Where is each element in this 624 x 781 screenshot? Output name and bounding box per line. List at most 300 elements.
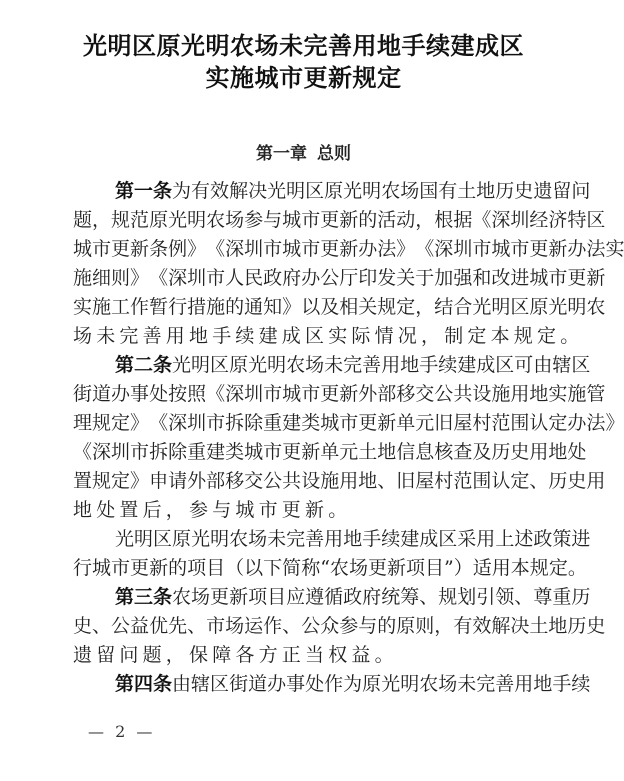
text-char: 农: [329, 557, 349, 579]
text-char: 众: [320, 615, 340, 637]
text-char: 改: [491, 267, 511, 289]
text-char: 进: [510, 267, 530, 289]
text-char: 解: [229, 180, 249, 202]
text-char: 用: [510, 383, 530, 405]
text-char: 公: [263, 470, 283, 492]
text-char: 根: [434, 209, 454, 231]
text-char: 光: [168, 209, 188, 231]
text-char: 场: [400, 180, 420, 202]
text-char: 按: [168, 383, 188, 405]
text-char: 场: [225, 209, 245, 231]
text-char: 单: [396, 412, 416, 434]
text-char: 深: [168, 412, 188, 434]
text-char: 活: [377, 209, 397, 231]
text-char: 新: [339, 383, 359, 405]
text-char: 》: [396, 238, 416, 260]
text-char: 认: [529, 412, 549, 434]
text-char: 工: [111, 296, 131, 318]
text-char: 区: [210, 673, 230, 695]
text-char: 新: [229, 586, 249, 608]
text-char: 政: [343, 586, 363, 608]
text-char: 农: [419, 673, 439, 695]
text-char: 地: [548, 441, 568, 463]
text-char: 用: [514, 673, 534, 695]
text-char: 有: [438, 180, 458, 202]
text-char: 部: [377, 383, 397, 405]
text-char: 场: [191, 586, 211, 608]
text-char: 用: [339, 470, 359, 492]
text-char: 行: [73, 557, 93, 579]
text-char: 部: [206, 470, 226, 492]
text-char: 规: [92, 470, 112, 492]
text-char: 及: [472, 441, 492, 463]
text-char: 照: [187, 383, 207, 405]
text-char: 元: [415, 412, 435, 434]
text-char: 合: [453, 296, 473, 318]
text-char: 深: [225, 383, 245, 405]
text-char: 除: [244, 412, 264, 434]
text-char: 农: [172, 586, 192, 608]
text-char: 以: [244, 557, 264, 579]
text-char: 作: [324, 673, 344, 695]
article-label: 第三条: [115, 586, 173, 608]
text-char: 运: [244, 615, 264, 637]
text-char: 市: [301, 383, 321, 405]
text-line: [73, 641, 547, 670]
text-line: [73, 235, 624, 264]
text-char: 史: [514, 180, 534, 202]
text-char: 府: [282, 267, 302, 289]
text-char: 定: [548, 412, 568, 434]
text-char: 行: [168, 296, 188, 318]
text-char: 参: [244, 209, 264, 231]
text-char: 新: [586, 267, 606, 289]
text-char: 施: [491, 383, 511, 405]
text-char: 拆: [149, 441, 169, 463]
text-char: 手: [362, 528, 382, 550]
text-char: 屋: [415, 470, 435, 492]
text-char: 新: [548, 238, 568, 260]
text-char: 更: [282, 441, 302, 463]
text-char: 历: [548, 470, 568, 492]
text-char: 城: [92, 557, 112, 579]
text-char: 实: [73, 296, 93, 318]
text-char: 历: [495, 180, 515, 202]
text-char: “: [320, 557, 330, 579]
text-char: 国: [419, 180, 439, 202]
text-char: 效: [472, 615, 492, 637]
text-char: 续: [381, 528, 401, 550]
text-char: 参: [339, 615, 359, 637]
text-char: 光: [115, 528, 135, 550]
text-char: 原: [172, 528, 192, 550]
text-char: 更: [320, 209, 340, 231]
text-char: 规: [529, 557, 549, 579]
text-line: [73, 525, 591, 554]
text-char: 原: [362, 673, 382, 695]
text-char: 及: [320, 296, 340, 318]
text-char: 街: [73, 383, 93, 405]
text-char: 目: [425, 557, 445, 579]
text-char: 善: [305, 528, 325, 550]
text-char: 用: [381, 354, 401, 376]
text-char: 史: [510, 441, 530, 463]
text-char: 项: [187, 557, 207, 579]
line-text: 遗留问题，保障各方正当权益。: [73, 644, 398, 666]
text-char: 市: [548, 267, 568, 289]
text-char: 为: [343, 673, 363, 695]
text-char: 明: [362, 180, 382, 202]
text-char: 市: [263, 441, 283, 463]
text-char: 光: [343, 180, 363, 202]
text-char: 地: [529, 383, 549, 405]
text-char: 法: [586, 238, 606, 260]
text-char: 法: [377, 238, 397, 260]
text-char: 明: [286, 180, 306, 202]
text-char: 光: [548, 296, 568, 318]
text-char: 政: [533, 528, 553, 550]
document-body: [73, 177, 624, 699]
text-char: 处: [567, 441, 587, 463]
text-char: ，: [415, 209, 435, 231]
text-char: 益: [130, 615, 150, 637]
text-char: 述: [514, 528, 534, 550]
text-char: 市: [339, 412, 359, 434]
text-char: 史: [567, 470, 587, 492]
text-char: 圳: [244, 238, 264, 260]
text-char: 用: [529, 441, 549, 463]
text-char: 与: [263, 209, 283, 231]
text-char: 农: [206, 209, 226, 231]
text-char: 条: [149, 238, 169, 260]
text-char: 外: [358, 383, 378, 405]
text-char: 政: [263, 267, 283, 289]
text-char: 地: [533, 673, 553, 695]
text-char: 市: [472, 238, 492, 260]
text-char: 城: [73, 238, 93, 260]
text-char: 规: [111, 209, 131, 231]
text-char: ）: [453, 557, 473, 579]
text-char: 结: [434, 296, 454, 318]
document-title-line-2: 实施城市更新规定: [205, 63, 402, 92]
text-char: 公: [320, 267, 340, 289]
text-char: 规: [377, 296, 397, 318]
text-char: 明: [134, 528, 154, 550]
text-char: 事: [286, 673, 306, 695]
text-char: 简: [282, 557, 302, 579]
text-char: 完: [476, 673, 496, 695]
text-char: 的: [358, 209, 378, 231]
text-char: 圳: [187, 412, 207, 434]
line-text: 地处置后，参与城市更新。: [73, 499, 352, 521]
article-label: 第一条: [115, 180, 173, 202]
text-char: 的: [168, 557, 188, 579]
text-char: 更: [130, 557, 150, 579]
text-char: 更: [358, 412, 378, 434]
text-char: 目: [267, 586, 287, 608]
text-char: 地: [358, 470, 378, 492]
text-char: 完: [286, 528, 306, 550]
text-char: 地: [343, 528, 363, 550]
text-char: 场: [348, 557, 368, 579]
text-char: 》: [130, 412, 150, 434]
chapter-heading: 第一章 总则: [256, 144, 351, 164]
text-char: 。: [567, 557, 587, 579]
text-char: 核: [434, 441, 454, 463]
text-char: 交: [415, 383, 435, 405]
text-char: 圳: [453, 238, 473, 260]
text-char: 优: [149, 615, 169, 637]
text-char: 《: [415, 238, 435, 260]
text-char: 施: [73, 267, 93, 289]
text-char: 区: [510, 296, 530, 318]
text-char: 土: [457, 180, 477, 202]
text-char: 更: [210, 586, 230, 608]
text-char: 效: [210, 180, 230, 202]
text-char: 市: [130, 441, 150, 463]
text-char: 施: [92, 296, 112, 318]
text-char: 原: [149, 209, 169, 231]
text-char: 处: [305, 673, 325, 695]
text-char: 规: [92, 412, 112, 434]
text-char: 循: [324, 586, 344, 608]
text-char: 市: [206, 615, 226, 637]
text-char: 新: [301, 441, 321, 463]
text-char: 旧: [396, 470, 416, 492]
text-char: 为: [172, 180, 192, 202]
text-char: 设: [472, 383, 492, 405]
text-char: 》: [605, 412, 624, 434]
text-line: [73, 351, 591, 380]
text-char: 《: [149, 412, 169, 434]
text-char: 区: [571, 354, 591, 376]
text-char: ”: [444, 557, 454, 579]
text-line: [73, 264, 606, 293]
text-char: 土: [529, 615, 549, 637]
text-char: 明: [400, 673, 420, 695]
text-char: 发: [377, 267, 397, 289]
text-char: 《: [472, 209, 492, 231]
text-line: [73, 380, 606, 409]
text-char: 办: [267, 673, 287, 695]
text-char: 理: [73, 412, 93, 434]
text-char: 区: [210, 354, 230, 376]
text-char: 《: [149, 267, 169, 289]
text-line: [73, 438, 587, 467]
text-char: 土: [358, 441, 378, 463]
text-char: 策: [552, 528, 572, 550]
text-char: 关: [358, 296, 378, 318]
text-char: 围: [472, 470, 492, 492]
text-char: 市: [206, 267, 226, 289]
text-char: 更: [567, 267, 587, 289]
text-char: 项: [405, 557, 425, 579]
text-char: 道: [92, 383, 112, 405]
text-char: 强: [453, 267, 473, 289]
text-char: 场: [305, 354, 325, 376]
text-char: 定: [111, 412, 131, 434]
text-char: 规: [438, 586, 458, 608]
text-char: 交: [244, 470, 264, 492]
text-char: 场: [248, 528, 268, 550]
document-title: [0, 30, 607, 94]
text-char: 深: [225, 238, 245, 260]
text-char: 处: [149, 383, 169, 405]
text-char: 移: [396, 383, 416, 405]
text-char: 地: [400, 354, 420, 376]
text-char: 留: [552, 180, 572, 202]
text-char: 由: [533, 354, 553, 376]
text-char: 本: [510, 557, 530, 579]
text-char: 知: [263, 296, 283, 318]
text-char: 历: [571, 586, 591, 608]
text-char: 农: [381, 180, 401, 202]
article-label: 第四条: [115, 673, 173, 695]
text-char: 定: [396, 296, 416, 318]
text-char: 关: [396, 267, 416, 289]
text-char: 、: [282, 615, 302, 637]
text-char: 城: [491, 238, 511, 260]
text-char: 类: [225, 441, 245, 463]
text-char: 定: [510, 470, 530, 492]
text-char: 光: [267, 180, 287, 202]
text-char: 光: [381, 673, 401, 695]
text-char: 新: [386, 557, 406, 579]
text-char: 共: [282, 470, 302, 492]
text-line: [73, 177, 591, 206]
text-char: 农: [286, 354, 306, 376]
text-char: 建: [282, 412, 302, 434]
text-char: 、: [92, 615, 112, 637]
text-char: 更: [111, 238, 131, 260]
text-char: 》: [130, 470, 150, 492]
text-char: 历: [567, 615, 587, 637]
text-char: ，: [434, 615, 454, 637]
text-char: 光: [172, 354, 192, 376]
text-char: 市: [92, 238, 112, 260]
text-char: 街: [229, 673, 249, 695]
text-char: 用: [324, 528, 344, 550]
text-char: 法: [586, 412, 606, 434]
text-line: [73, 583, 591, 612]
text-char: 以: [301, 296, 321, 318]
text-char: 地: [548, 615, 568, 637]
text-char: 未: [457, 673, 477, 695]
text-char: 范: [491, 412, 511, 434]
text-char: 济: [548, 209, 568, 231]
text-char: 暂: [149, 296, 169, 318]
text-char: 重: [552, 586, 572, 608]
text-char: 圳: [111, 441, 131, 463]
text-char: 印: [358, 267, 378, 289]
text-char: 施: [320, 470, 340, 492]
text-char: 重: [263, 412, 283, 434]
text-char: 置: [73, 470, 93, 492]
text-char: 未: [267, 528, 287, 550]
text-line: [73, 467, 606, 496]
text-char: 深: [491, 209, 511, 231]
text-char: 称: [301, 557, 321, 579]
text-char: 新: [339, 238, 359, 260]
text-char: 例: [168, 238, 188, 260]
text-char: 城: [282, 238, 302, 260]
text-char: 地: [476, 180, 496, 202]
text-char: 上: [495, 528, 515, 550]
text-char: 新: [339, 209, 359, 231]
page-number: — 2 —: [88, 722, 156, 741]
text-char: 类: [301, 412, 321, 434]
text-char: 新: [130, 238, 150, 260]
text-char: 手: [552, 673, 572, 695]
text-char: 有: [453, 615, 473, 637]
text-char: 元: [339, 441, 359, 463]
text-char: 明: [267, 354, 287, 376]
text-char: 题: [73, 209, 93, 231]
text-char: 认: [491, 470, 511, 492]
text-char: 由: [172, 673, 192, 695]
text-char: 围: [510, 412, 530, 434]
text-char: 通: [244, 296, 264, 318]
text-char: 划: [457, 586, 477, 608]
text-line: [73, 554, 587, 583]
text-char: 市: [263, 383, 283, 405]
text-line: [73, 612, 606, 641]
text-char: 新: [149, 557, 169, 579]
text-char: 共: [453, 383, 473, 405]
text-char: 项: [248, 586, 268, 608]
text-char: 外: [187, 470, 207, 492]
text-char: 市: [206, 412, 226, 434]
text-char: 经: [529, 209, 549, 231]
text-char: 村: [472, 412, 492, 434]
text-char: 办: [111, 383, 131, 405]
text-char: 民: [244, 267, 264, 289]
text-char: 定: [111, 470, 131, 492]
text-char: 范: [453, 470, 473, 492]
text-char: 采: [457, 528, 477, 550]
text-char: 新: [377, 412, 397, 434]
text-line: [73, 293, 606, 322]
text-char: 决: [248, 180, 268, 202]
text-char: 农: [586, 296, 606, 318]
text-char: 辖: [191, 673, 211, 695]
text-char: 市: [263, 238, 283, 260]
text-char: 则: [111, 267, 131, 289]
text-char: 光: [472, 296, 492, 318]
text-char: 史: [586, 615, 606, 637]
text-char: 息: [415, 441, 435, 463]
text-char: 移: [225, 470, 245, 492]
text-char: 圳: [187, 267, 207, 289]
text-char: 区: [438, 528, 458, 550]
text-char: ，: [415, 296, 435, 318]
text-char: 建: [400, 528, 420, 550]
text-char: 、: [419, 586, 439, 608]
text-char: 有: [191, 180, 211, 202]
text-char: 》: [130, 267, 150, 289]
text-char: 用: [476, 528, 496, 550]
text-char: 善: [495, 673, 515, 695]
text-char: 公: [301, 615, 321, 637]
text-char: 相: [339, 296, 359, 318]
text-char: 《: [206, 238, 226, 260]
text-char: 的: [377, 615, 397, 637]
text-char: 场: [438, 673, 458, 695]
text-char: 史: [73, 615, 93, 637]
text-char: 完: [343, 354, 363, 376]
text-char: 续: [438, 354, 458, 376]
text-char: 未: [324, 354, 344, 376]
